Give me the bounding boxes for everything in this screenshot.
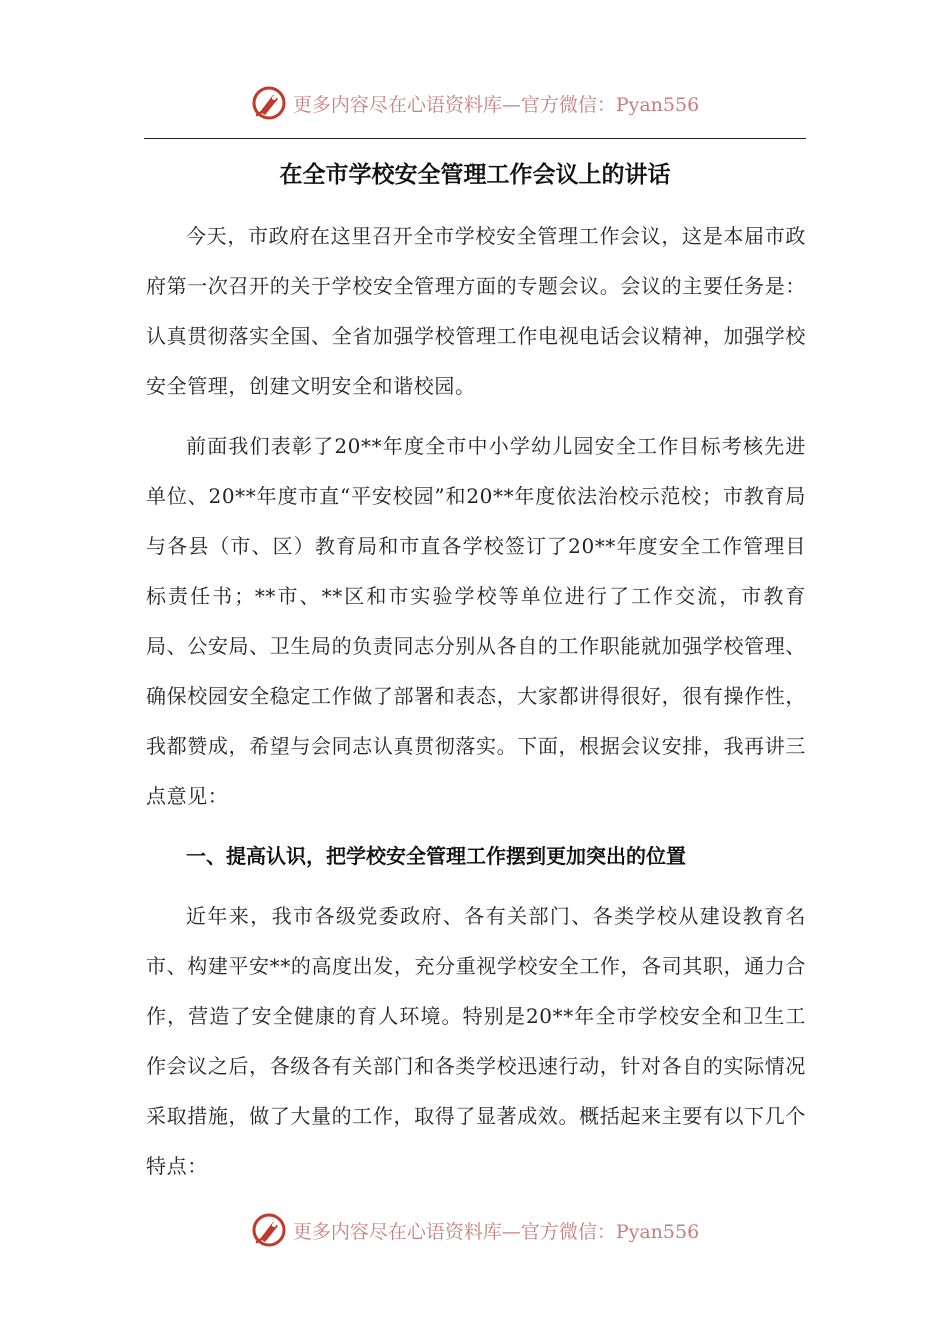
paragraph: 前面我们表彰了20**年度全市中小学幼儿园安全工作目标考核先进单位、20**年度市直“平安校园”和20**年度依法治校示范校；市教育局与各县（市、区）教育局和市直各学校签订了20**年度安全工作管理目标责任书；**市、**区和市实验学校等单位进行了工作交流，市教育局、公安局、卫生局的负责同志分别从各自的工作职能就加强学校管理、确保校园安全稳定工作做了部署和表态，大家都讲得很好，很有操作性，我都赞成，希望与会同志认真贯彻落实。下面，根据会议安排，我再讲三点意见： — [146, 434, 806, 808]
document-title: 在全市学校安全管理工作会议上的讲话 — [279, 162, 671, 188]
footer-banner-text: 更多内容尽在心语资料库—官方微信：Pyan556 — [292, 1220, 700, 1243]
pen-nib-logo-icon — [251, 85, 287, 121]
header-banner — [0, 83, 950, 123]
document-body — [146, 211, 806, 1201]
pen-nib-logo-icon — [251, 1212, 287, 1248]
paragraph: 近年来，我市各级党委政府、各有关部门、各类学校从建设教育名市、构建平安**的高度出发，充分重视学校安全工作，各司其职，通力合作，营造了安全健康的育人环境。特别是20**年全市学校安全和卫生工作会议之后，各级各有关部门和各类学校迅速行动，针对各自的实际情况采取措施，做了大量的工作，取得了显著成效。概括起来主要有以下几个特点： — [146, 904, 806, 1178]
header-divider — [144, 138, 806, 139]
header-banner-text: 更多内容尽在心语资料库—官方微信：Pyan556 — [292, 93, 700, 116]
paragraph: 今天，市政府在这里召开全市学校安全管理工作会议，这是本届市政府第一次召开的关于学校安全管理方面的专题会议。会议的主要任务是：认真贯彻落实全国、全省加强学校管理工作电视电话会议精神，加强学校安全管理，创建文明安全和谐校园。 — [146, 224, 806, 398]
footer-banner — [0, 1210, 950, 1250]
section-heading: 一、提高认识，把学校安全管理工作摆到更加突出的位置 — [186, 844, 686, 868]
